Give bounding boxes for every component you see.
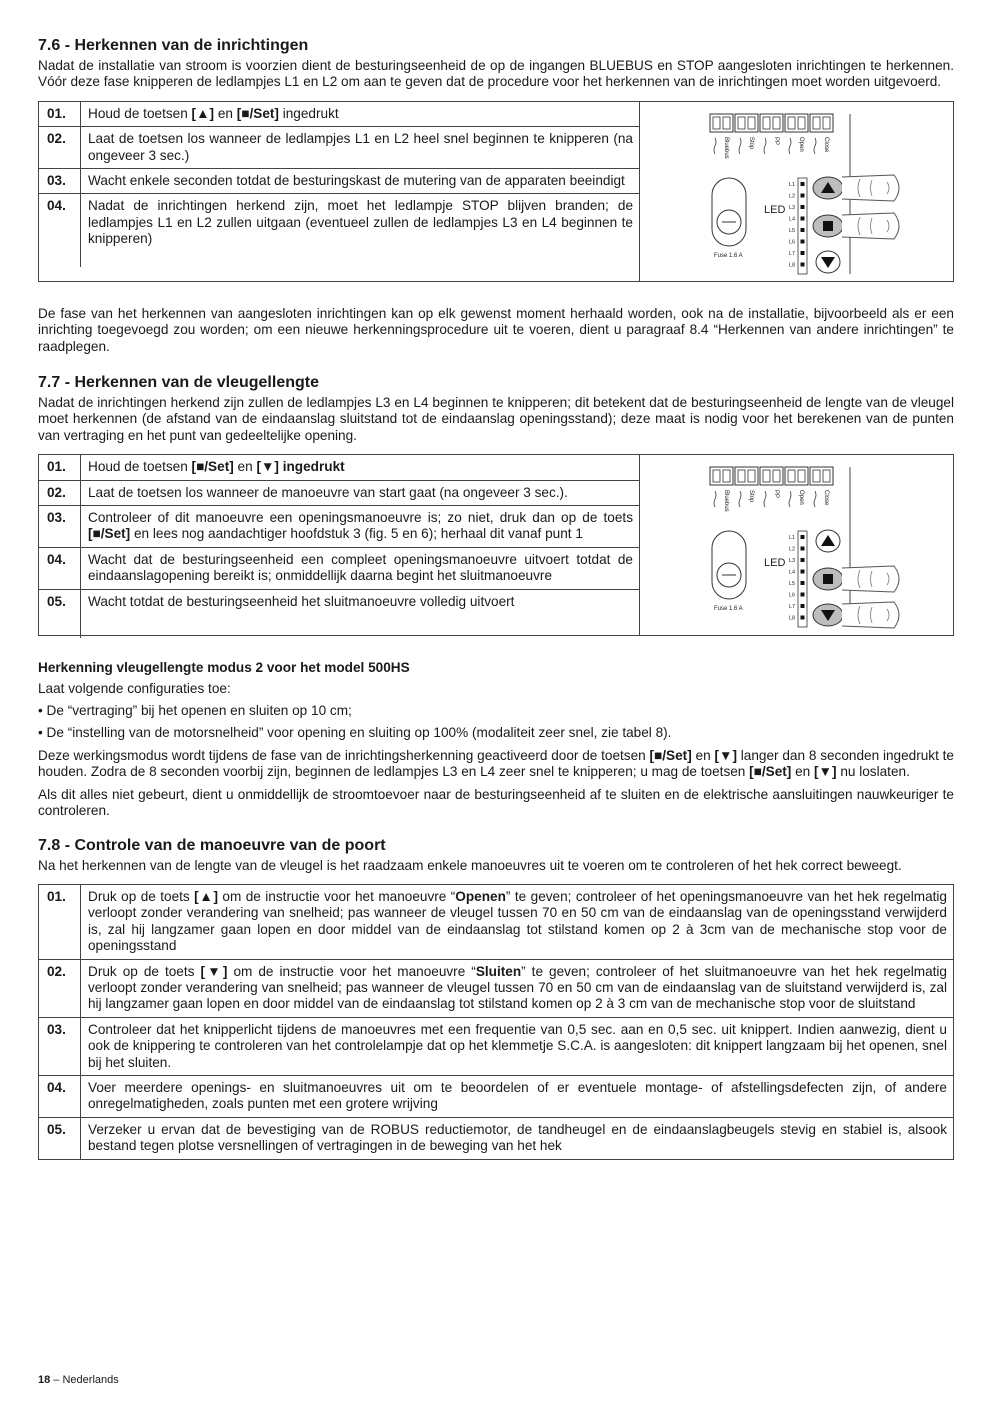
terminal-screw: [813, 117, 820, 129]
terminal-screw: [773, 470, 780, 482]
step-text: Controleer dat het knipperlicht tijdens de manoeuvres met een frequentie van 0,5 sec. aan en 0,5 sec. uit knippert. Indien aanwezig, dient u ook de knippering te controleren van het controlelampje dat op het klemmetje S.C.A. is aangesloten: dit knippert langzaam bij het openen, snel bij het sluiten.: [88, 1021, 947, 1070]
table-row: [39, 1076, 953, 1118]
terminal-wire: [739, 138, 741, 154]
terminal-wire: [739, 491, 741, 507]
step-number: 02.: [39, 960, 81, 1017]
terminal-screw: [748, 117, 755, 129]
led-row-label: L3: [789, 204, 796, 211]
led-row-label: L8: [789, 262, 796, 269]
led-indicator: [801, 193, 805, 197]
led-indicator: [801, 205, 805, 209]
led-indicator: [801, 547, 805, 551]
led-indicator: [801, 182, 805, 186]
terminal-screw: [748, 470, 755, 482]
step-text: Nadat de inrichtingen herkend zijn, moet het ledlampje STOP blijven branden; de ledlampjes L1 en L2 zullen uitgaan (eventueel zullen de ledlampjes L3 en L4 beginnen te knipperen): [88, 198, 633, 247]
step-number: 03.: [39, 169, 81, 193]
terminal-wire: [714, 491, 716, 507]
mode2-bullet: • De “vertraging” bij het openen en sluiten op 10 cm;: [38, 703, 352, 719]
terminal-screw: [813, 470, 820, 482]
terminal-screw: [798, 470, 805, 482]
table-row: [39, 102, 639, 127]
terminal-screw: [763, 117, 770, 129]
section-7-7-procedure: [38, 454, 954, 636]
terminal-wire: [764, 138, 766, 154]
page-number: 18: [38, 1374, 51, 1386]
led-indicator: [801, 593, 805, 597]
mode2-line: Laat volgende configuraties toe:: [38, 680, 231, 696]
section-7-7-intro: Nadat de inrichtingen herkend zijn zullen de ledlampjes L3 en L4 beginnen te knipperen; dit betekent dat de besturingseenheid de lengte van de vleugel moet herkennen (de afstand van de eindaanslag sluitstand tot de eindaanslag openingsstand); deze maat is nodig voor het berekenen van de punten van vertraging en het punt van gedeeltelijke opening.: [38, 395, 954, 443]
led-indicator: [801, 216, 805, 220]
table-row: [39, 960, 953, 1018]
terminal-label: Stop: [748, 490, 754, 503]
terminal-wire: [714, 138, 716, 154]
section-7-8-title: 7.8 - Controle van de manoeuvre van de poort: [38, 836, 386, 854]
terminal-label: Stop: [748, 136, 754, 150]
control-panel-figure: [640, 102, 953, 281]
led-indicator: [801, 616, 805, 620]
steps-table: [39, 455, 640, 635]
terminal-wire: [814, 491, 816, 507]
terminal-screw: [763, 470, 770, 482]
step-text: Druk op de toets [▼] om de instructie voor het manoeuvre “Sluiten” te geven; controleer of het sluitmanoeuvre van het hek regelmatig verloopt zonder verandering van snelheid; pas wanneer de vleugel tussen 70 en 50 cm van de eindaanslag van de sluitstand verwijderd is, zal hij langzamer gaan lopen en door middel van de eindaanslag tot stilstand komen op 2 à 3 cm van de mechanische stop voor de sluitstand: [88, 963, 947, 1012]
step-number: 05.: [39, 1118, 81, 1159]
section-7-8-intro: Na het herkennen van de lengte van de vleugel is het raadzaam enkele manoeuvres uit te voeren om te controleren of het hek correct beweegt.: [38, 857, 902, 873]
led-row-label: L7: [789, 250, 796, 257]
step-text: Laat de toetsen los wanneer de manoeuvre van start gaat (na ongeveer 3 sec.).: [88, 484, 568, 500]
led-strip: [798, 178, 807, 274]
step-number: 04.: [39, 548, 81, 589]
led-indicator: [801, 262, 805, 266]
terminal-label: Close: [823, 490, 829, 506]
terminal-screw: [823, 470, 830, 482]
terminal-screw: [788, 470, 795, 482]
step-number: 03.: [39, 506, 81, 547]
section-7-6-intro: Nadat de installatie van stroom is voorzien dient de besturingseenheid de op de ingangen BLUEBUS en STOP aangesloten inrichtingen te herkennen. Vóór deze fase knipperen de ledlampjes L1 en L2 om aan te geven dat de procedure voor het herkennen van de inrichtingen moet worden uitgevoerd.: [38, 58, 954, 90]
table-row: [39, 590, 639, 638]
mode2-title: Herkenning vleugellengte modus 2 voor het model 500HS: [38, 660, 410, 676]
step-text: Laat de toetsen los wanneer de ledlampjes L1 en L2 heel snel beginnen te knipperen (na ongeveer 3 sec.): [88, 131, 633, 163]
table-row: [39, 1018, 953, 1076]
stop-square-icon: [823, 574, 833, 584]
led-row-label: L4: [789, 216, 796, 223]
terminal-screw: [773, 117, 780, 129]
step-number: 04.: [39, 194, 81, 267]
led-row-label: L6: [789, 239, 796, 246]
section-7-6-after: De fase van het herkennen van aangesloten inrichtingen kan op elk gewenst moment herhaald worden, ook na de installatie, bijvoorbeeld als er een inrichting toegevoegd zou worden; om een nieuwe herkenningsprocedure uit te voeren, dient u paragraaf 8.4 “Herkennen van andere inrichtingen” te raadplegen.: [38, 305, 954, 354]
terminal-screw: [823, 117, 830, 129]
step-text: Voer meerdere openings- en sluitmanoeuvres uit om te beoordelen of er eventuele montage- of afstellingsdefecten zijn, of andere onregelmatigheden, zoals punten met een grotere wrijving: [88, 1079, 947, 1112]
led-row-label: L6: [789, 592, 796, 599]
mode2-bullet: • De “instelling van de motorsnelheid” voor opening en sluiting op 100% (modaliteit zeer snel, zie tabel 8).: [38, 725, 672, 741]
terminal-screw: [798, 117, 805, 129]
table-row: [39, 194, 639, 267]
led-row-label: L2: [789, 193, 796, 200]
document-page: [38, 36, 954, 1160]
terminal-label: Bluebus: [723, 490, 729, 512]
control-panel-figure: [640, 455, 953, 635]
stop-square-icon: [823, 221, 833, 231]
table-row: [39, 481, 639, 506]
step-number: 02.: [39, 481, 81, 505]
led-row-label: L8: [789, 615, 796, 622]
step-number: 03.: [39, 1018, 81, 1075]
terminal-screw: [738, 117, 745, 129]
terminal-screw: [713, 117, 720, 129]
section-7-6-procedure: [38, 101, 954, 282]
step-number: 01.: [39, 455, 81, 479]
terminal-label: Close: [823, 136, 829, 153]
led-row-label: L1: [789, 535, 796, 542]
terminal-screw: [713, 470, 720, 482]
section-7-8-procedure: [38, 884, 954, 1160]
step-text: Controleer of dit manoeuvre een openingsmanoeuvre is; zo niet, druk dan op de toets [■/Set] en lees nog aandachtiger hoofdstuk 3 (fig. 5 en 6); herhaal dit vanaf punt 1: [88, 510, 633, 542]
led-indicator: [801, 239, 805, 243]
terminal-screw: [723, 117, 730, 129]
terminal-screw: [723, 470, 730, 482]
page-footer: 18 – Nederlands: [38, 1374, 119, 1386]
led-row-label: L7: [789, 604, 796, 611]
led-label: LED: [764, 203, 786, 216]
table-row: [39, 1118, 953, 1159]
mode2-paragraph: Deze werkingsmodus wordt tijdens de fase van de inrichtingsherkenning geactiveerd door de toetsen [■/Set] en [▼] langer dan 8 seconden ingedrukt te houden. Zodra de 8 seconden voorbij zijn, beginnen de ledlampjes L3 en L4 zeer snel te knipperen; u mag de toetsen [■/Set] en [▼] nu loslaten.: [38, 747, 954, 780]
steps-table: [39, 102, 640, 281]
led-row-label: L4: [789, 569, 796, 576]
terminal-wire: [764, 491, 766, 507]
led-indicator: [801, 581, 805, 585]
led-row-label: L1: [789, 181, 796, 188]
led-label: LED: [764, 557, 786, 570]
led-indicator: [801, 535, 805, 539]
led-strip: [798, 531, 807, 627]
section-7-6-title: 7.6 - Herkennen van de inrichtingen: [38, 37, 309, 54]
table-row: [39, 885, 953, 960]
step-text: Verzeker u ervan dat de bevestiging van de ROBUS reductiemotor, de tandheugel en de eindaanslagbeugels stevig en stabiel is, alsook bestand tegen plotse versnellingen of vertragingen in de beweging van het hek: [88, 1121, 947, 1154]
table-row: [39, 127, 639, 169]
terminal-label: Bluebus: [723, 136, 729, 159]
terminal-label: Open: [798, 136, 804, 152]
step-text: Druk op de toets [▲] om de instructie voor het manoeuvre “Openen” te geven; controleer of het openingsmanoeuvre van het hek regelmatig verloopt zonder verandering van snelheid; pas wanneer de vleugel tussen 70 en 50 cm van de eindaanslag van de openingsstand verwijderd is, zal hij langzamer gaan lopen en door middel van de eindaanslag tot stilstand komen op 2 à 3cm van de mechanische stop voor de openingsstand: [88, 888, 947, 954]
terminal-wire: [789, 491, 791, 507]
terminal-wire: [814, 138, 816, 154]
step-text: Wacht dat de besturingseenheid een compleet openingsmanoeuvre uitvoert totdat de eindaanslagopening bereikt is; onmiddellijk daarna begint het sluitmanoeuvre: [88, 551, 633, 584]
led-row-label: L2: [789, 546, 796, 553]
fuse-label: Fuse 1.6 A: [714, 252, 743, 259]
step-number: 05.: [39, 590, 81, 638]
step-text: Wacht totdat de besturingseenheid het sluitmanoeuvre volledig uitvoert: [88, 593, 515, 609]
terminal-label: PP: [773, 490, 779, 499]
step-number: 01.: [39, 102, 81, 126]
table-row: [39, 455, 639, 480]
terminal-label: PP: [773, 136, 779, 145]
step-text: Houd de toetsen [■/Set] en [▼] ingedrukt: [88, 459, 345, 475]
mode2-paragraph: Als dit alles niet gebeurt, dient u onmiddellijk de stroomtoevoer naar de besturingseenheid af te sluiten en de elektrische aansluitingen nauwkeuriger te controleren.: [38, 786, 954, 819]
footer-language: Nederlands: [62, 1374, 119, 1386]
led-indicator: [801, 251, 805, 255]
led-row-label: L5: [789, 227, 796, 234]
led-indicator: [801, 558, 805, 562]
led-row-label: L3: [789, 558, 796, 565]
table-row: [39, 506, 639, 548]
table-row: [39, 548, 639, 590]
led-row-label: L5: [789, 581, 796, 588]
fuse-label: Fuse 1.6 A: [714, 606, 743, 613]
step-text: Houd de toetsen [▲] en [■/Set] ingedrukt: [88, 105, 339, 121]
step-number: 02.: [39, 127, 81, 168]
led-indicator: [801, 228, 805, 232]
table-row: [39, 169, 639, 194]
step-number: 01.: [39, 885, 81, 959]
terminal-screw: [738, 470, 745, 482]
terminal-wire: [789, 138, 791, 154]
terminal-label: Open: [798, 490, 804, 505]
led-indicator: [801, 570, 805, 574]
section-7-7-title: 7.7 - Herkennen van de vleugellengte: [38, 374, 319, 392]
step-text: Wacht enkele seconden totdat de besturingskast de mutering van de apparaten beeindigt: [88, 173, 625, 189]
step-number: 04.: [39, 1076, 81, 1117]
led-indicator: [801, 604, 805, 608]
terminal-screw: [788, 117, 795, 129]
